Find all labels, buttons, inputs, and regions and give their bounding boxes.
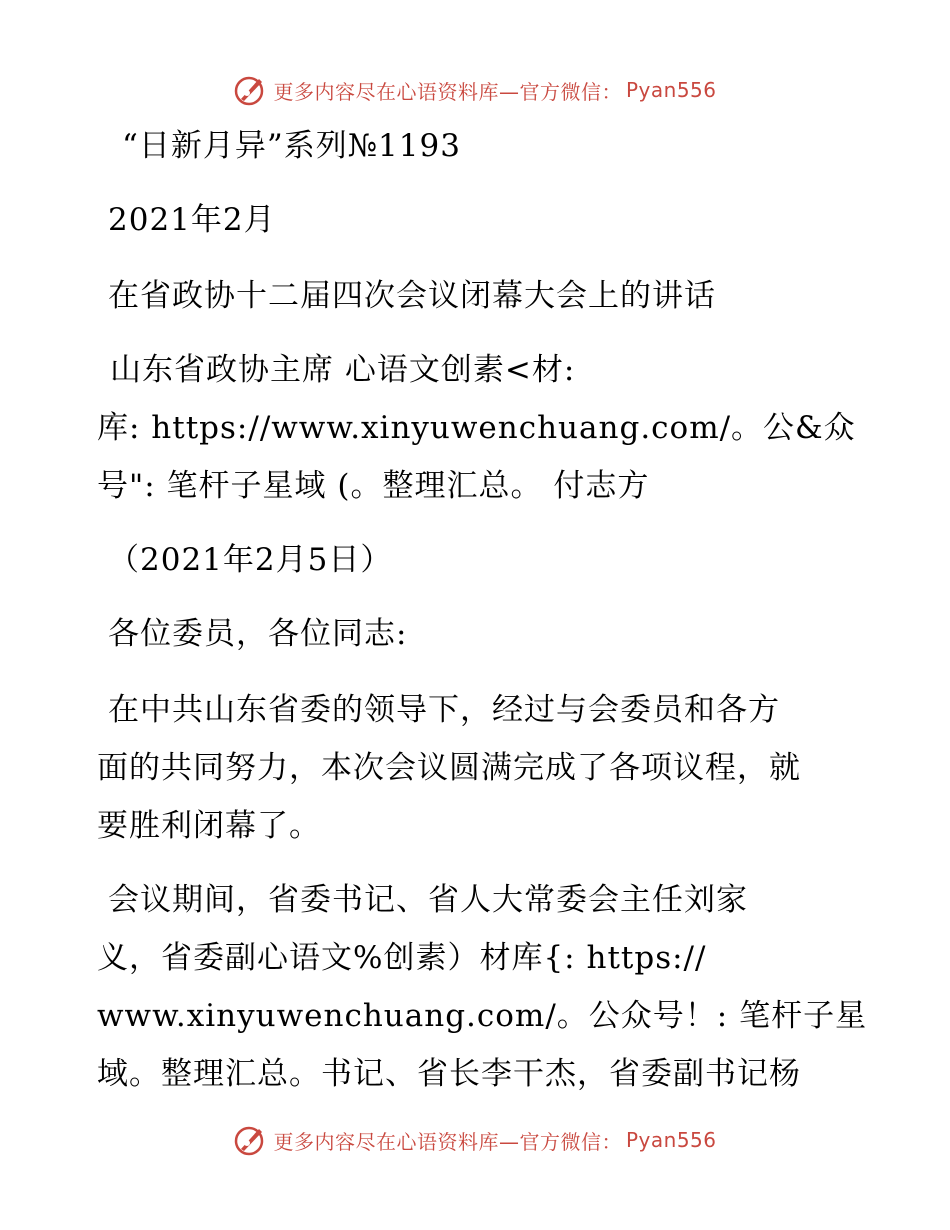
paragraph-line: www.xinyuwenchuang.com/。公众号！: 笔杆子星: [97, 998, 868, 1034]
banner-wechat-id: Pyan556: [625, 78, 717, 102]
paragraph-line: 要胜利闭幕了。: [97, 808, 321, 844]
paragraph-line: 义，省委副心语文%创素）材库{: https://: [97, 940, 707, 976]
speech-date: （2021年2月5日）: [108, 542, 393, 578]
series-title: “日新月异”系列№1193: [122, 128, 461, 164]
author-line: 山东省政协主席 心语文创素<材:: [110, 352, 576, 388]
banner-wechat-id: Pyan556: [625, 1128, 717, 1152]
body-line: 号": 笔杆子星域 (。整理汇总。 付志方: [97, 468, 650, 504]
speech-title: 在省政协十二届四次会议闭幕大会上的讲话: [108, 278, 716, 314]
paragraph-line: 在中共山东省委的领导下，经过与会委员和各方: [108, 692, 780, 728]
date-line: 2021年2月: [108, 202, 276, 238]
quill-logo-icon: [233, 73, 267, 107]
banner-text: 更多内容尽在心语资料库—官方微信：: [273, 1129, 622, 1154]
banner-text: 更多内容尽在心语资料库—官方微信：: [273, 79, 622, 104]
salutation: 各位委员，各位同志:: [108, 616, 408, 652]
paragraph-line: 域。整理汇总。书记、省长李干杰，省委副书记杨: [97, 1056, 801, 1092]
header-watermark-banner: [0, 70, 950, 110]
footer-watermark-banner: [0, 1120, 950, 1160]
quill-logo-icon: [233, 1123, 267, 1157]
paragraph-line: 会议期间，省委书记、省人大常委会主任刘家: [108, 882, 748, 918]
body-line: 库: https://www.xinyuwenchuang.com/。公&众: [97, 410, 856, 446]
paragraph-line: 面的共同努力，本次会议圆满完成了各项议程，就: [97, 750, 801, 786]
